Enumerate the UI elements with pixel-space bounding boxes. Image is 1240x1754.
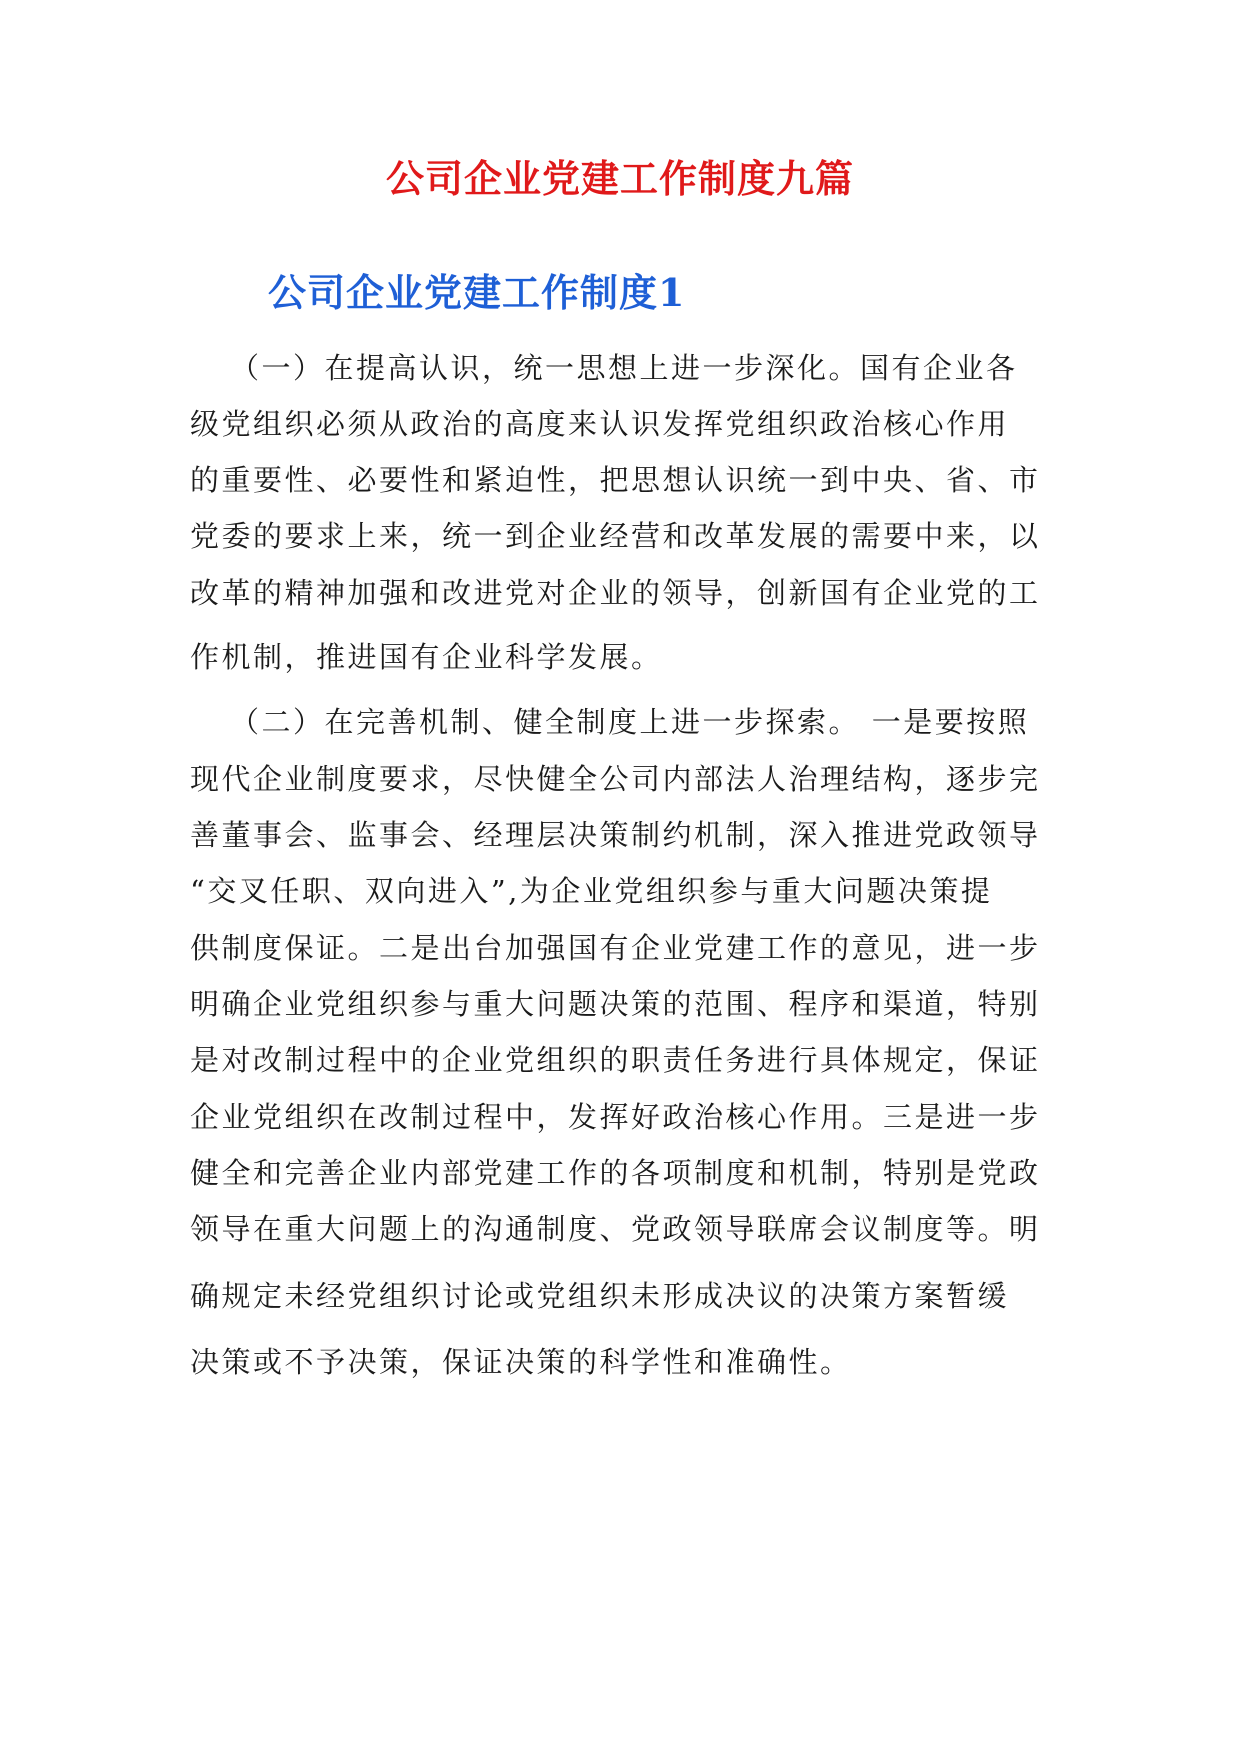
paragraph-line: 企业党组织在改制过程中，发挥好政治核心作用。三是进一步 — [190, 1100, 1041, 1134]
section-heading: 公司企业党建工作制度1 — [268, 270, 686, 315]
paragraph-line: 现代企业制度要求，尽快健全公司内部法人治理结构，逐步完 — [190, 762, 1041, 796]
paragraph-line: 善董事会、监事会、经理层决策制约机制，深入推进党政领导 — [190, 818, 1041, 852]
document-title: 公司企业党建工作制度九篇 — [385, 156, 854, 201]
paragraph-line: （二）在完善机制、健全制度上进一步探索。 一是要按照 — [230, 705, 1030, 739]
paragraph-line: 决策或不予决策，保证决策的科学性和准确性。 — [190, 1345, 852, 1379]
paragraph-line: 改革的精神加强和改进党对企业的领导，创新国有企业党的工 — [190, 576, 1041, 610]
paragraph-line: 领导在重大问题上的沟通制度、党政领导联席会议制度等。明 — [190, 1212, 1041, 1246]
paragraph-line: 级党组织必须从政治的高度来认识发挥党组织政治核心作用 — [190, 407, 1010, 441]
paragraph-line: 党委的要求上来，统一到企业经营和改革发展的需要中来，以 — [190, 519, 1041, 553]
paragraph-line: 健全和完善企业内部党建工作的各项制度和机制，特别是党政 — [190, 1156, 1041, 1190]
paragraph-line: “交叉任职、双向进入”,为企业党组织参与重大问题决策提 — [190, 874, 993, 908]
paragraph-line: 确规定未经党组织讨论或党组织未形成决议的决策方案暂缓 — [190, 1279, 1010, 1313]
paragraph-line: 供制度保证。二是出台加强国有企业党建工作的意见，进一步 — [190, 931, 1041, 965]
paragraph-line: 作机制，推进国有企业科学发展。 — [190, 640, 663, 674]
paragraph-line: 的重要性、必要性和紧迫性，把思想认识统一到中央、省、市 — [190, 463, 1041, 497]
paragraph-line: 明确企业党组织参与重大问题决策的范围、程序和渠道，特别 — [190, 987, 1041, 1021]
paragraph-line: 是对改制过程中的企业党组织的职责任务进行具体规定，保证 — [190, 1043, 1041, 1077]
paragraph-line: （一）在提高认识，统一思想上进一步深化。国有企业各 — [230, 351, 1018, 385]
